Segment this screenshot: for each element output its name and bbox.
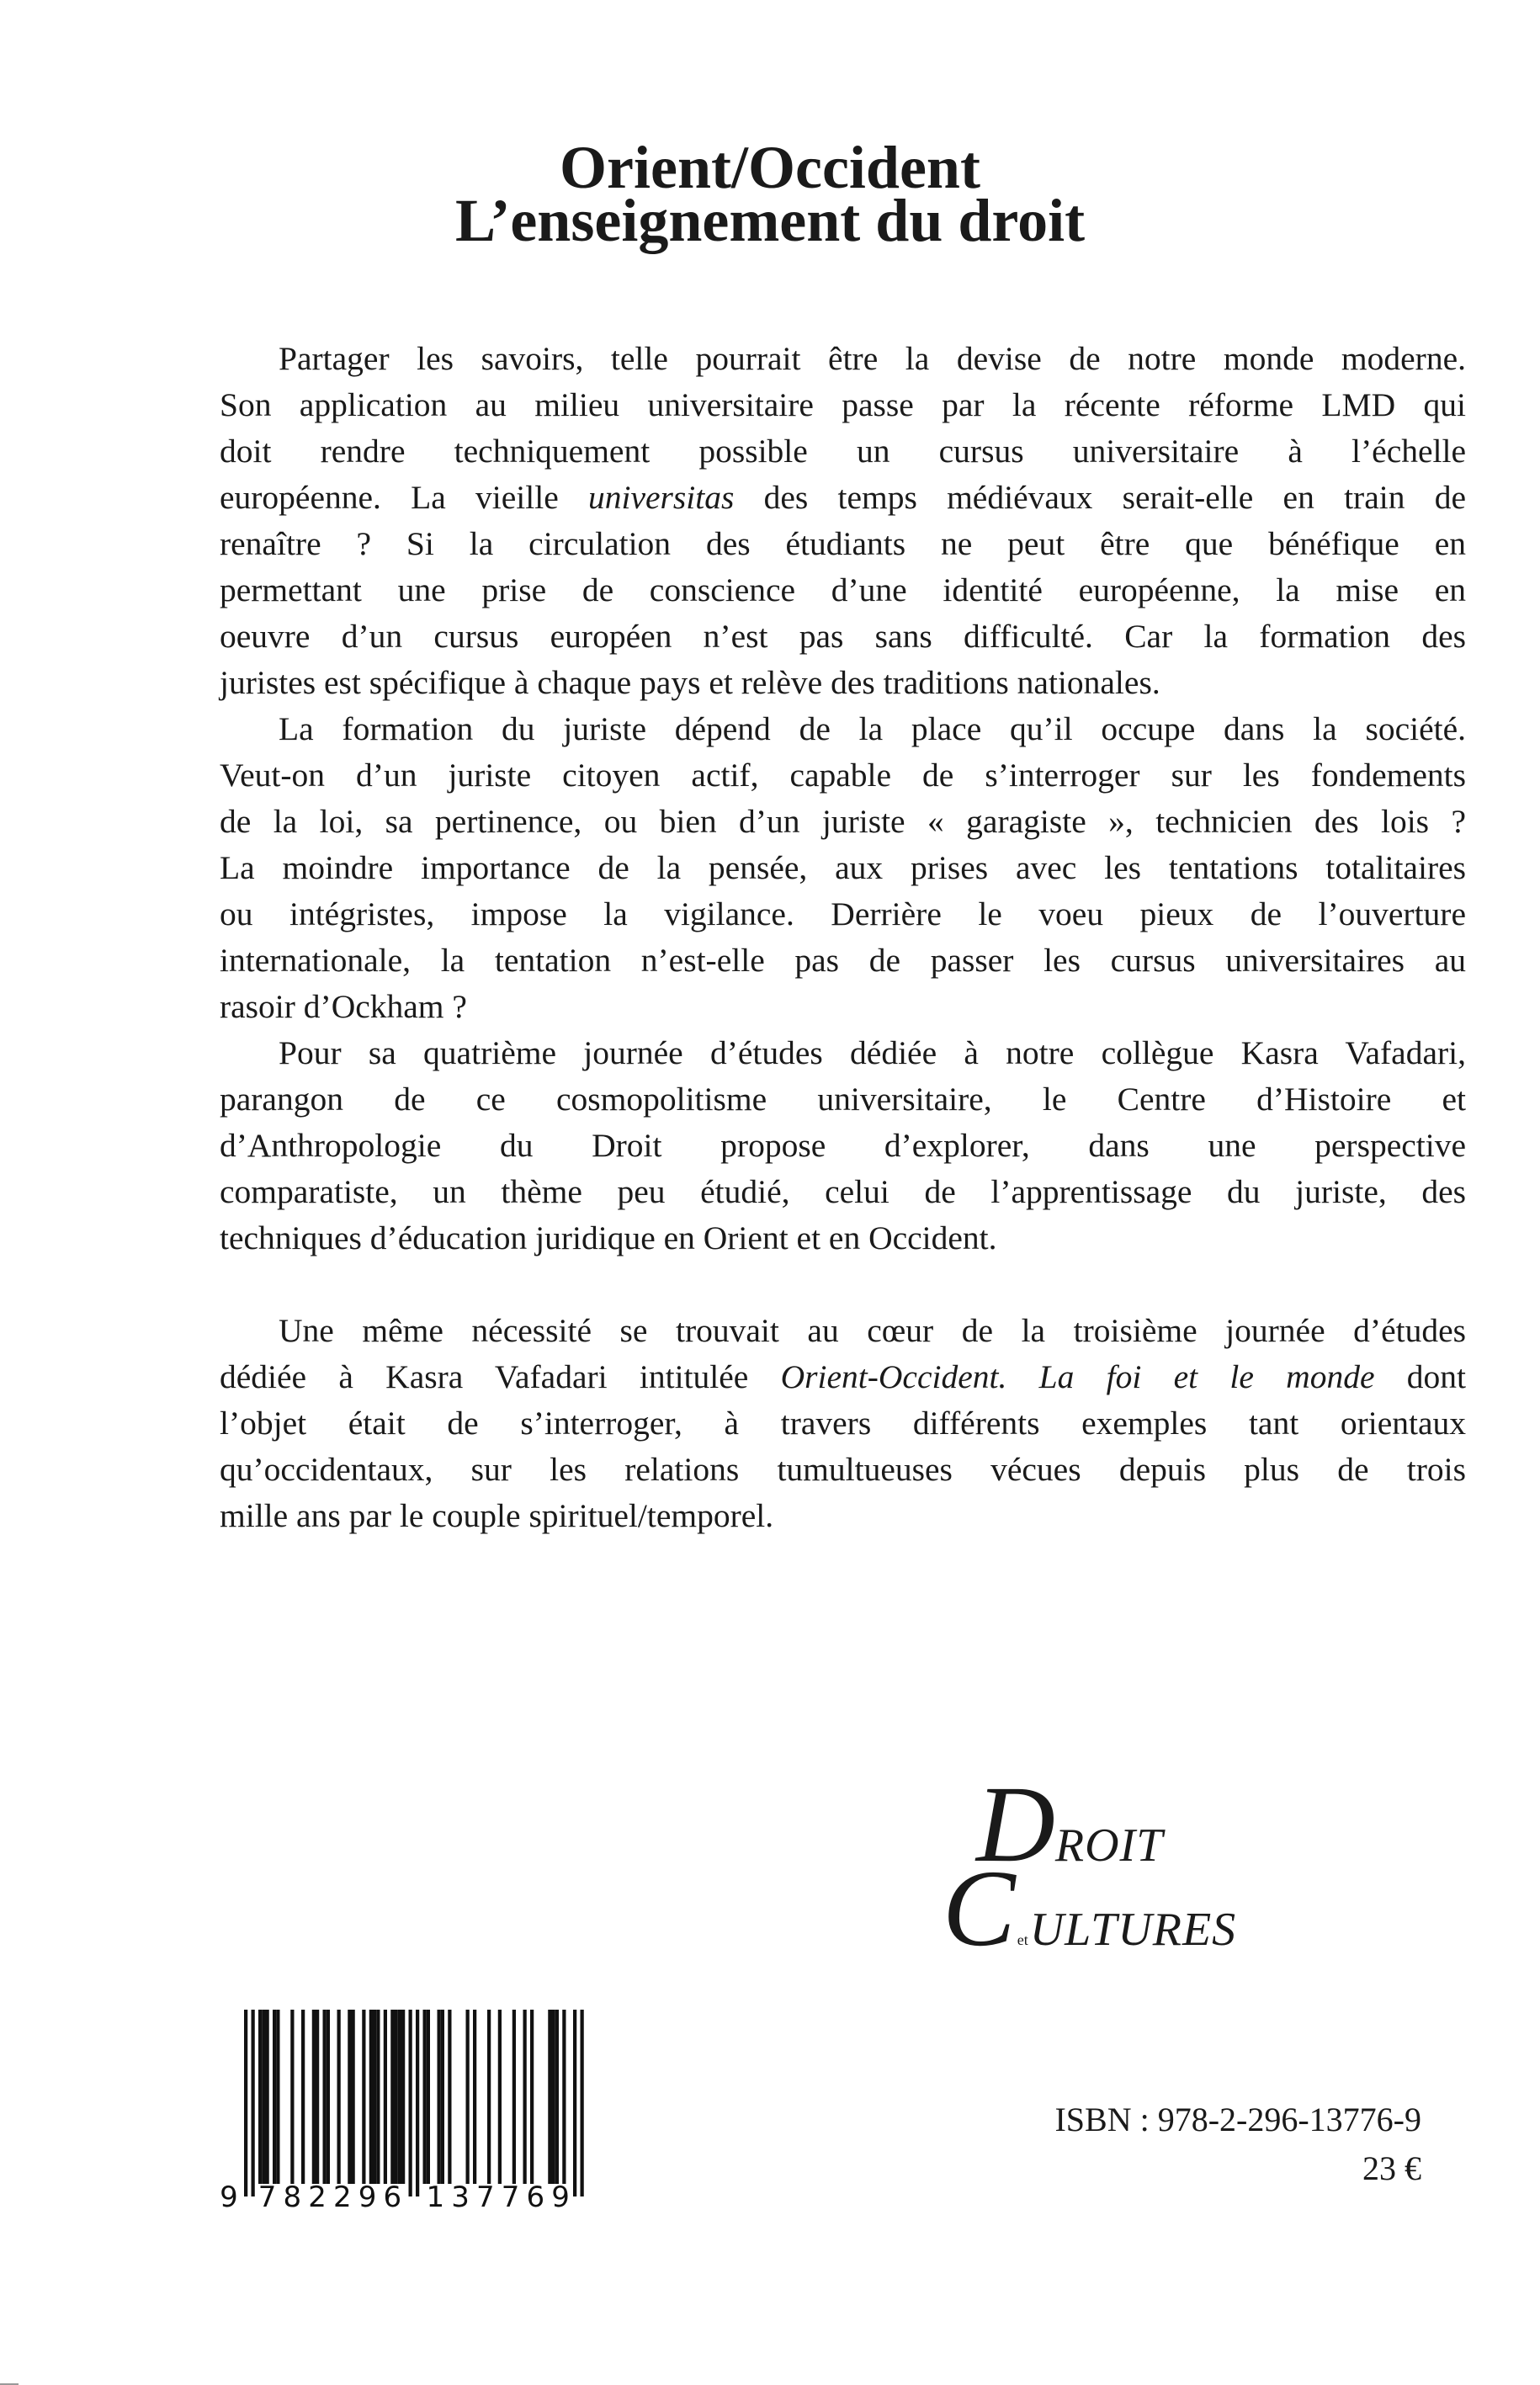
barcode-bar — [473, 2010, 476, 2184]
barcode-bar — [562, 2010, 566, 2184]
text-line-content — [279, 1308, 1466, 1354]
text-line — [220, 1447, 1466, 1493]
barcode-bar — [258, 2010, 262, 2184]
barcode-bar — [466, 2010, 470, 2184]
text-line-content — [220, 521, 1466, 567]
text-segment: dont — [1374, 1358, 1467, 1395]
paragraph — [220, 336, 1466, 706]
text-line — [220, 845, 1466, 891]
barcode-bar — [337, 2010, 341, 2184]
text-line-content — [220, 428, 1466, 475]
barcode-bar — [441, 2010, 444, 2184]
text-line-content — [279, 1030, 1466, 1076]
paragraph-gap — [220, 1262, 1466, 1308]
barcode-bar — [273, 2010, 276, 2184]
text-line-content — [220, 1493, 773, 1539]
text-line-content — [279, 336, 1466, 382]
price: 23 € — [1362, 2149, 1421, 2187]
text-line — [220, 1400, 1466, 1447]
barcode-bar — [390, 2010, 394, 2184]
barcode-bar — [301, 2010, 305, 2184]
text-segment: d’Anthropologie du Droit propose d’explorer, dans une perspective — [220, 1127, 1466, 1164]
text-line-content — [220, 1076, 1466, 1123]
barcode-bar — [523, 2010, 527, 2184]
text-line — [220, 1215, 1466, 1262]
text-line-content — [220, 1169, 1466, 1215]
barcode-bar — [448, 2010, 451, 2184]
barcode-bar — [384, 2010, 387, 2184]
text-line — [220, 614, 1466, 660]
text-segment: rasoir d’Ockham ? — [220, 988, 467, 1025]
text-line — [220, 1123, 1466, 1169]
barcode-bar — [438, 2010, 441, 2184]
barcode-digit: 1 — [426, 2180, 445, 2207]
droit-et-cultures-logo — [943, 1764, 1313, 1969]
text-segment: La moindre importance de la pensée, aux prises avec les tentations totalitaires — [220, 849, 1466, 886]
barcode-bar — [262, 2010, 265, 2184]
text-line — [220, 521, 1466, 567]
text-line — [220, 752, 1466, 799]
text-segment: doit rendre techniquement possible un cursus universitaire à l’échelle — [220, 433, 1466, 470]
logo-initial-d: D — [976, 1764, 1055, 1885]
barcode-bar — [423, 2010, 427, 2184]
barcode-bar — [369, 2010, 373, 2184]
logo-word-ultures: ULTURES — [1029, 1904, 1237, 1956]
text-segment: Pour sa quatrième journée d’études dédiée à notre collègue Kasra Vafadari, — [279, 1034, 1466, 1071]
barcode-bar — [555, 2010, 559, 2184]
text-line-content — [220, 1215, 997, 1262]
barcode-bar — [252, 2010, 255, 2196]
text-segment: ou intégristes, impose la vigilance. Derrière le voeu pieux de l’ouverture — [220, 895, 1466, 932]
text-segment: dédiée à Kasra Vafadari intitulée — [220, 1358, 781, 1395]
text-line — [220, 1030, 1466, 1076]
text-segment: permettant une prise de conscience d’une identité européenne, la mise en — [220, 571, 1466, 608]
text-line — [220, 984, 1466, 1030]
barcode-bar — [530, 2010, 534, 2184]
text-line — [220, 382, 1466, 428]
text-segment: Veut-on d’un juriste citoyen actif, capable de s’interroger sur les fondements — [220, 757, 1466, 794]
logo-word-roit: ROIT — [1054, 1819, 1164, 1872]
title-line-1: Orient/Occident — [560, 134, 980, 201]
text-line — [220, 475, 1466, 521]
book-title — [0, 134, 1540, 254]
barcode-digit: 9 — [220, 2180, 238, 2207]
barcode-bar — [548, 2010, 551, 2184]
barcode-bar — [362, 2010, 365, 2184]
barcode-digit: 8 — [283, 2180, 302, 2207]
barcode-bar — [498, 2010, 502, 2184]
barcode-bar — [312, 2010, 316, 2184]
barcode-bar — [323, 2010, 327, 2184]
text-segment: qu’occidentaux, sur les relations tumultueuses vécues depuis plus de trois — [220, 1451, 1466, 1488]
barcode-bar — [487, 2010, 491, 2184]
text-line — [220, 428, 1466, 475]
barcode-bar — [581, 2010, 584, 2196]
isbn-number: ISBN : 978-2-296-13776-9 — [1054, 2101, 1421, 2138]
barcode-bar — [290, 2010, 294, 2184]
text-line-content — [220, 984, 467, 1030]
text-line-content — [220, 614, 1466, 660]
logo-et: et — [1017, 1931, 1028, 1948]
title-line-2: L’enseignement du droit — [454, 187, 1086, 254]
barcode-bar — [244, 2010, 247, 2196]
paragraph — [220, 1308, 1466, 1539]
text-line-content — [220, 567, 1466, 614]
barcode-bar — [352, 2010, 355, 2184]
text-line — [220, 1076, 1466, 1123]
barcode-bar — [398, 2010, 401, 2184]
text-line — [220, 660, 1466, 706]
paragraph — [220, 1030, 1466, 1262]
barcode-digit: 7 — [476, 2180, 495, 2207]
text-segment: des temps médiévaux serait-elle en train de — [734, 479, 1466, 516]
barcode-bar — [416, 2010, 419, 2196]
text-line-content — [279, 706, 1466, 752]
text-line-content — [220, 891, 1466, 938]
text-line — [220, 799, 1466, 845]
text-segment: Partager les savoirs, telle pourrait être la devise de notre monde moderne. — [279, 340, 1466, 377]
text-segment: internationale, la tentation n’est-elle pas de passer les cursus universitaires au — [220, 942, 1466, 979]
barcode-bar — [266, 2010, 269, 2184]
text-line — [220, 1169, 1466, 1215]
text-line — [220, 1354, 1466, 1400]
text-segment: l’objet était de s’interroger, à travers différents exemples tant orientaux — [220, 1405, 1466, 1442]
blurb-text — [220, 336, 1466, 1539]
text-segment: comparatiste, un thème peu étudié, celui de l’apprentissage du juriste, des — [220, 1173, 1466, 1210]
barcode-bar — [348, 2010, 351, 2184]
barcode-digit: 3 — [451, 2180, 470, 2207]
text-line — [220, 336, 1466, 382]
barcode-digit: 9 — [551, 2180, 570, 2207]
barcode-bar — [376, 2010, 380, 2184]
text-line-content — [220, 938, 1466, 984]
text-line-content — [220, 1447, 1466, 1493]
barcode-bar — [573, 2010, 576, 2196]
text-line-content — [220, 1123, 1466, 1169]
barcode-digit: 2 — [333, 2180, 352, 2207]
text-line-content — [220, 475, 1466, 521]
barcode-bar — [373, 2010, 376, 2184]
text-line — [220, 938, 1466, 984]
isbn-barcode — [219, 2010, 589, 2207]
isbn-block — [1054, 2096, 1421, 2193]
barcode-digit: 2 — [308, 2180, 327, 2207]
barcode-digit: 9 — [358, 2180, 377, 2207]
text-segment: La formation du juriste dépend de la place qu’il occupe dans la société. — [279, 710, 1466, 747]
text-line — [220, 891, 1466, 938]
barcode-bar — [316, 2010, 319, 2184]
text-segment: oeuvre d’un cursus européen n’est pas sans difficulté. Car la formation des — [220, 618, 1466, 655]
paragraph — [220, 706, 1466, 1030]
logo-initial-c: C — [943, 1848, 1016, 1969]
barcode-bar — [327, 2010, 330, 2184]
italic-title: Orient-Occident. La foi et le monde — [780, 1358, 1375, 1395]
text-segment: renaître ? Si la circulation des étudiants ne peut être que bénéfique en — [220, 525, 1466, 562]
text-line-content — [220, 1400, 1466, 1447]
text-segment: mille ans par le couple spirituel/temporel. — [220, 1497, 774, 1534]
barcode-digit: 7 — [258, 2180, 277, 2207]
barcode-bar — [552, 2010, 555, 2184]
text-segment: techniques d’éducation juridique en Orient et en Occident. — [220, 1219, 997, 1256]
text-line — [220, 706, 1466, 752]
barcode-digit: 6 — [383, 2180, 402, 2207]
text-line-content — [220, 1354, 1466, 1400]
italic-title: universitas — [588, 479, 735, 516]
text-line — [220, 1308, 1466, 1354]
text-segment: Son application au milieu universitaire passe par la récente réforme LMD qui — [220, 386, 1466, 423]
barcode-digit: 7 — [501, 2180, 520, 2207]
text-line — [220, 1493, 1466, 1539]
text-segment: de la loi, sa pertinence, ou bien d’un juriste « garagiste », technicien des lois ? — [220, 803, 1466, 840]
barcode-bar — [427, 2010, 430, 2184]
text-segment: juristes est spécifique à chaque pays et relève des traditions nationales. — [220, 664, 1160, 701]
text-line-content — [220, 799, 1466, 845]
text-line-content — [220, 752, 1466, 799]
barcode-bar — [401, 2010, 405, 2184]
text-line-content — [220, 382, 1466, 428]
barcode-bar — [276, 2010, 279, 2184]
barcode-bar — [512, 2010, 516, 2184]
text-line — [220, 567, 1466, 614]
text-segment: parangon de ce cosmopolitisme universitaire, le Centre d’Histoire et — [220, 1081, 1466, 1118]
text-line-content — [220, 660, 1160, 706]
text-segment: européenne. La vieille — [220, 479, 588, 516]
text-segment: Une même nécessité se trouvait au cœur de la troisième journée d’études — [279, 1312, 1466, 1349]
barcode-bar — [395, 2010, 398, 2184]
barcode-digit: 6 — [526, 2180, 545, 2207]
text-line-content — [220, 845, 1466, 891]
barcode-bar — [409, 2010, 412, 2196]
